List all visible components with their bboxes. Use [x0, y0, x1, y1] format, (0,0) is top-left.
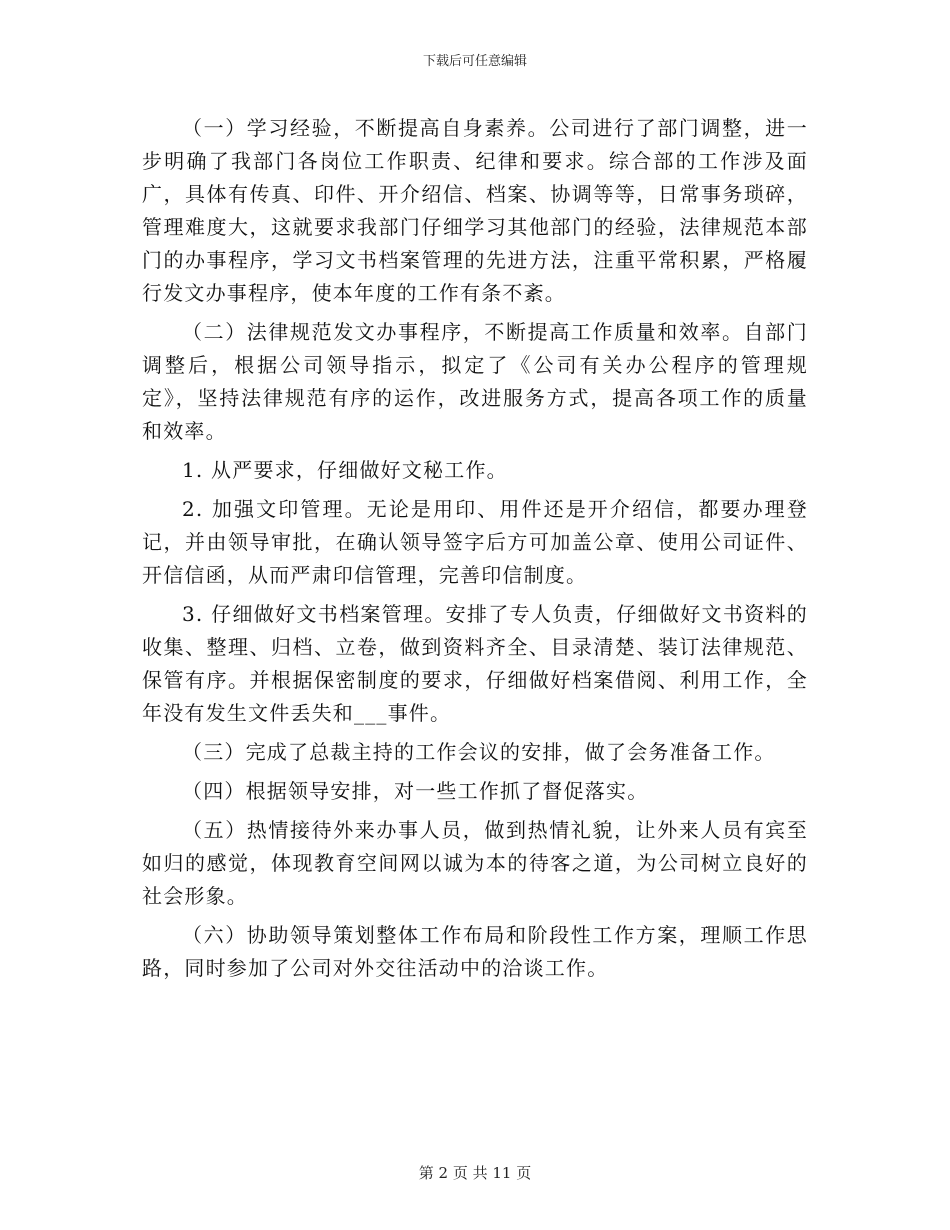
paragraph-9: （六）协助领导策划整体工作布局和阶段性工作方案，理顺工作思路，同时参加了公司对外交往活动中的洽谈工作。 [142, 923, 808, 980]
paragraph-4: 2. 加强文印管理。无论是用印、用件还是开介绍信，都要办理登记，并由领导审批，在确认领导签字后方可加盖公章、使用公司证件、开信信函，从而严肃印信管理，完善印信制度。 [142, 497, 808, 587]
paragraph-8: （五）热情接待外来办事人员，做到热情礼貌，让外来人员有宾至如归的感觉，体现教育空间网以诚为本的待客之道，为公司树立良好的社会形象。 [142, 818, 808, 908]
paragraph-1: （一）学习经验，不断提高自身素养。公司进行了部门调整，进一步明确了我部门各岗位工作职责、纪律和要求。综合部的工作涉及面广，具体有传真、印件、开介绍信、档案、协调等等，日常事务琐碎，管理难度大，这就要求我部门仔细学习其他部门的经验，法律规范本部门的办事程序，学习文书档案管理的先进方法，注重平常积累，严格履行发文办事程序，使本年度的工作有条不紊。 [142, 116, 808, 305]
paragraph-6: （三）完成了总裁主持的工作会议的安排，做了会务准备工作。 [182, 740, 776, 764]
page-header: 下载后可任意编辑 [422, 54, 527, 69]
document-body [142, 112, 808, 985]
paragraph-7: （四）根据领导安排，对一些工作抓了督促落实。 [182, 779, 649, 803]
paragraph-5: 3. 仔细做好文书档案管理。安排了专人负责，仔细做好文书资料的收集、整理、归档、立卷，做到资料齐全、目录清楚、装订法律规范、保管有序。并根据保密制度的要求，仔细做好档案借阅、利用工作，全年没有发生文件丢失和___事件。 [142, 602, 808, 725]
page-footer: 第 2 页 共 11 页 [418, 1164, 532, 1182]
paragraph-2: （二）法律规范发文办事程序，不断提高工作质量和效率。自部门调整后，根据公司领导指示，拟定了《公司有关办公程序的管理规定》，坚持法律规范有序的运作，改进服务方式，提高各项工作的质量和效率。 [142, 320, 808, 443]
paragraph-3: 1. 从严要求，仔细做好文秘工作。 [182, 458, 508, 482]
